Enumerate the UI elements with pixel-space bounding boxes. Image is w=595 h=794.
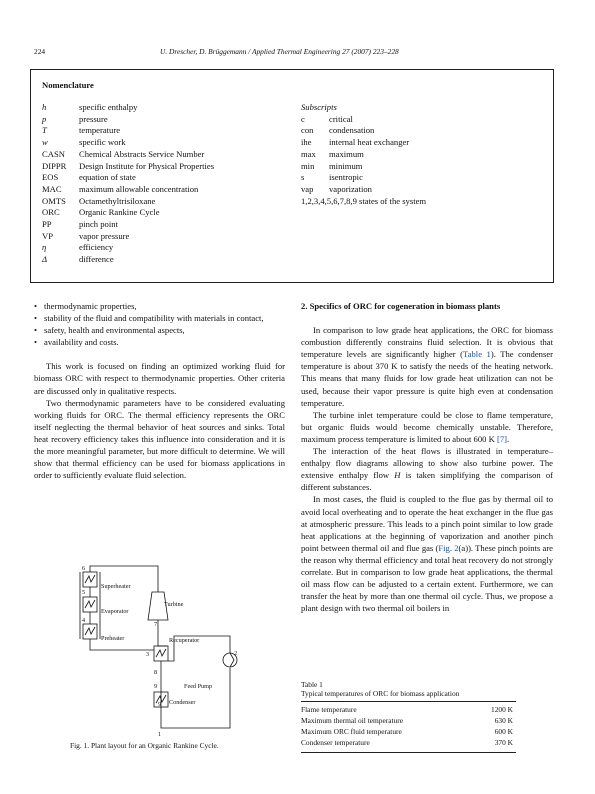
nomenclature-symbol: OMTS: [42, 195, 66, 206]
nomenclature-definition: isentropic: [329, 172, 363, 183]
left-column-text: [34, 300, 285, 481]
nomenclature-entry: [301, 172, 541, 184]
nomenclature-symbol: c: [301, 113, 305, 124]
nomenclature-definition: equation of state: [79, 172, 136, 183]
right-column-text: [301, 300, 553, 614]
plant-layout-diagram: [74, 560, 264, 738]
nomenclature-entry: [42, 231, 282, 243]
nomenclature-symbol: EOS: [42, 172, 59, 183]
nomenclature-entry: 1,2,3,4,5,6,7,8,9 states of the system: [301, 195, 427, 206]
state-label: 1: [158, 731, 162, 738]
nomenclature-symbol: w: [42, 137, 48, 148]
nomenclature-definition: efficiency: [79, 242, 114, 253]
paragraph: In most cases, the fluid is coupled to the flue gas by thermal oil to avoid local overheating and to operate the heat exchanger in the flue gas at atmospheric pressure. This leads to a pinch point similar to low grade heat applications at the beginning of vaporization and another pinch point between thermal oil and flue gas (Fig. 2(a)). These pinch points are the reason why thermal efficiency and total heat recovery do not strongly correlate. But in comparison to low grade heat applications, the thermal oil mass flow can be adjusted to a certain extent. Furthermore, we can transfer the heat by more than one thermal oil cycle. Thus, we propose a plant design with two thermal oil boilers in: [301, 494, 553, 614]
bullet-item: • safety, health and environmental aspects,: [34, 324, 285, 336]
condenser-label: Condenser: [169, 699, 196, 706]
nomenclature-symbol: ihe: [301, 137, 312, 148]
table-cell-value: 600 K: [494, 727, 513, 736]
paragraph: The interaction of the heat flows is illustrated in temperature–enthalpy flow diagrams allowing to show also turbine power. The extensive enthalpy flow H is taken simplifying the comparison of different substances.: [301, 446, 553, 493]
preheater-label: Preheater: [101, 635, 125, 642]
nomenclature-definition: temperature: [79, 125, 121, 136]
nomenclature-definition: specific enthalpy: [79, 102, 138, 112]
nomenclature-symbol: h: [42, 102, 47, 112]
nomenclature-symbol: η: [42, 242, 47, 253]
nomenclature-symbol: DIPPR: [42, 160, 67, 171]
journal-header: U. Drescher, D. Brüggemann / Applied Thermal Engineering 27 (2007) 223–228: [160, 47, 399, 56]
nomenclature-definition: pressure: [79, 113, 108, 124]
figure-reference-link[interactable]: Fig. 2: [438, 542, 459, 553]
page-number: 224: [34, 47, 46, 56]
nomenclature-entry: [42, 102, 282, 114]
nomenclature-definition: specific work: [79, 137, 126, 148]
bullet-item: • availability and costs.: [34, 336, 285, 348]
nomenclature-definition: maximum: [329, 148, 364, 159]
feed-pump-label: Feed Pump: [184, 683, 213, 690]
state-label: 5: [82, 589, 86, 596]
table-cell-name: Flame temperature: [301, 705, 357, 714]
paragraph: The turbine inlet temperature could be close to flame temperature, but organic fluids would become chemically unstable. Therefore, maximum process temperature is limited to about 600 K [7].: [301, 409, 553, 444]
bullet-item: • thermodynamic properties,: [34, 300, 285, 312]
state-label: 6: [82, 565, 86, 572]
state-label: 8: [154, 669, 158, 676]
nomenclature-title: Nomenclature: [42, 80, 94, 90]
nomenclature-entry: [42, 196, 282, 208]
nomenclature-symbol: min: [301, 160, 315, 171]
citation-link[interactable]: [7]: [496, 433, 507, 444]
nomenclature-symbol: VP: [42, 230, 53, 241]
nomenclature-symbol: vap: [301, 183, 314, 194]
nomenclature-entry: [301, 161, 541, 173]
nomenclature-definition: critical: [329, 113, 353, 124]
nomenclature-entry: [42, 219, 282, 231]
nomenclature-definition: Chemical Abstracts Service Number: [79, 148, 205, 159]
state-label: 2: [234, 650, 238, 657]
table-cell-value: 370 K: [494, 738, 513, 747]
nomenclature-definition: condensation: [329, 125, 375, 136]
nomenclature-definition: maximum allowable concentration: [79, 183, 199, 194]
nomenclature-entry: [42, 149, 282, 161]
nomenclature-entry: [42, 161, 282, 173]
nomenclature-definition: internal heat exchanger: [329, 137, 410, 148]
nomenclature-definition: Design Institute for Physical Properties: [79, 160, 215, 171]
nomenclature-entry: [42, 114, 282, 126]
nomenclature-definition: difference: [79, 254, 114, 265]
nomenclature-entry: [42, 172, 282, 184]
nomenclature-definition: Organic Rankine Cycle: [79, 207, 160, 218]
table-cell-value: 630 K: [494, 716, 513, 725]
table-label: Table 1: [301, 680, 323, 689]
nomenclature-entry: [301, 137, 541, 149]
nomenclature-symbol: T: [42, 125, 47, 136]
paragraph: In comparison to low grade heat applications, the ORC for biomass combustion differently constrains fluid selection. It is obvious that temperature levels are significantly higher (Table 1). The condenser temperature is about 370 K to satisfy the needs of the heating network. This means that many fluids for low grade heat utilization can not be used, because their vapor pressure is quite high even at condensation temperature.: [301, 325, 553, 408]
nomenclature-definition: vapor pressure: [79, 230, 130, 241]
superheater-label: Superheater: [101, 583, 131, 590]
state-label: 7: [154, 621, 158, 628]
table-cell-value: 1200 K: [491, 705, 513, 714]
turbine-label: Turbine: [164, 601, 184, 608]
nomenclature-symbol: max: [301, 148, 316, 159]
figure-caption: Fig. 1. Plant layout for an Organic Rankine Cycle.: [70, 741, 219, 750]
paragraph: This work is focused on finding an optimized working fluid for biomass ORC with respect to thermodynamic properties. Other criteria are discussed only in qualitative respects.: [34, 361, 285, 396]
evaporator-label: Evaporator: [101, 608, 129, 615]
nomenclature-definition: Octamethyltrisiloxane: [79, 195, 156, 206]
nomenclature-entry: [301, 184, 541, 196]
table-top-rule: [301, 701, 516, 702]
table-caption: Typical temperatures of ORC for biomass application: [301, 689, 460, 698]
nomenclature-symbol: Δ: [42, 254, 48, 265]
state-label: 9: [154, 683, 158, 690]
nomenclature-entry: [42, 242, 282, 254]
nomenclature-definition: vaporization: [329, 183, 372, 194]
nomenclature-entry: [301, 125, 541, 137]
nomenclature-entry: [42, 184, 282, 196]
nomenclature-symbol: p: [42, 113, 47, 124]
state-label: 9: [158, 701, 162, 708]
nomenclature-symbol: PP: [42, 219, 52, 229]
subscripts-title: Subscripts: [301, 102, 337, 112]
table-cell-name: Condenser temperature: [301, 738, 370, 747]
nomenclature-symbol: MAC: [42, 183, 62, 194]
nomenclature-entry: [42, 207, 282, 219]
section-title: 2. Specifics of ORC for cogeneration in biomass plants: [301, 301, 501, 311]
nomenclature-definition: minimum: [329, 160, 363, 171]
nomenclature-entry: [301, 149, 541, 161]
nomenclature-entry: [42, 137, 282, 149]
nomenclature-symbol: con: [301, 125, 314, 136]
nomenclature-symbol: CASN: [42, 148, 65, 159]
recuperator-label: Recuperator: [169, 637, 200, 644]
paragraph: Two thermodynamic parameters have to be considered evaluating working fluids for ORC. The thermal efficiency represents the ORC itself neglecting the thermal behavior of heat sources and sinks. Total heat recovery efficiency takes this influence into consideration and it is the more meaningful parameter, but more difficult to determine. We will show that thermal efficiency can be used for biomass applications in order to sufficiently evaluate fluid selection.: [34, 397, 285, 481]
table-cell-name: Maximum thermal oil temperature: [301, 716, 404, 725]
nomenclature-entry: [42, 254, 282, 266]
nomenclature-symbol: ORC: [42, 207, 60, 218]
nomenclature-symbol: s: [301, 172, 305, 183]
nomenclature-entry: [301, 114, 541, 126]
table-reference-link[interactable]: Table 1: [463, 349, 491, 360]
nomenclature-entry: [42, 125, 282, 137]
table-bottom-rule: [301, 752, 516, 753]
state-label: 4: [82, 617, 86, 624]
state-label: 3: [146, 651, 150, 658]
bullet-item: • stability of the fluid and compatibility with materials in contact,: [34, 312, 285, 324]
table-cell-name: Maximum ORC fluid temperature: [301, 727, 402, 736]
nomenclature-definition: pinch point: [79, 219, 118, 229]
